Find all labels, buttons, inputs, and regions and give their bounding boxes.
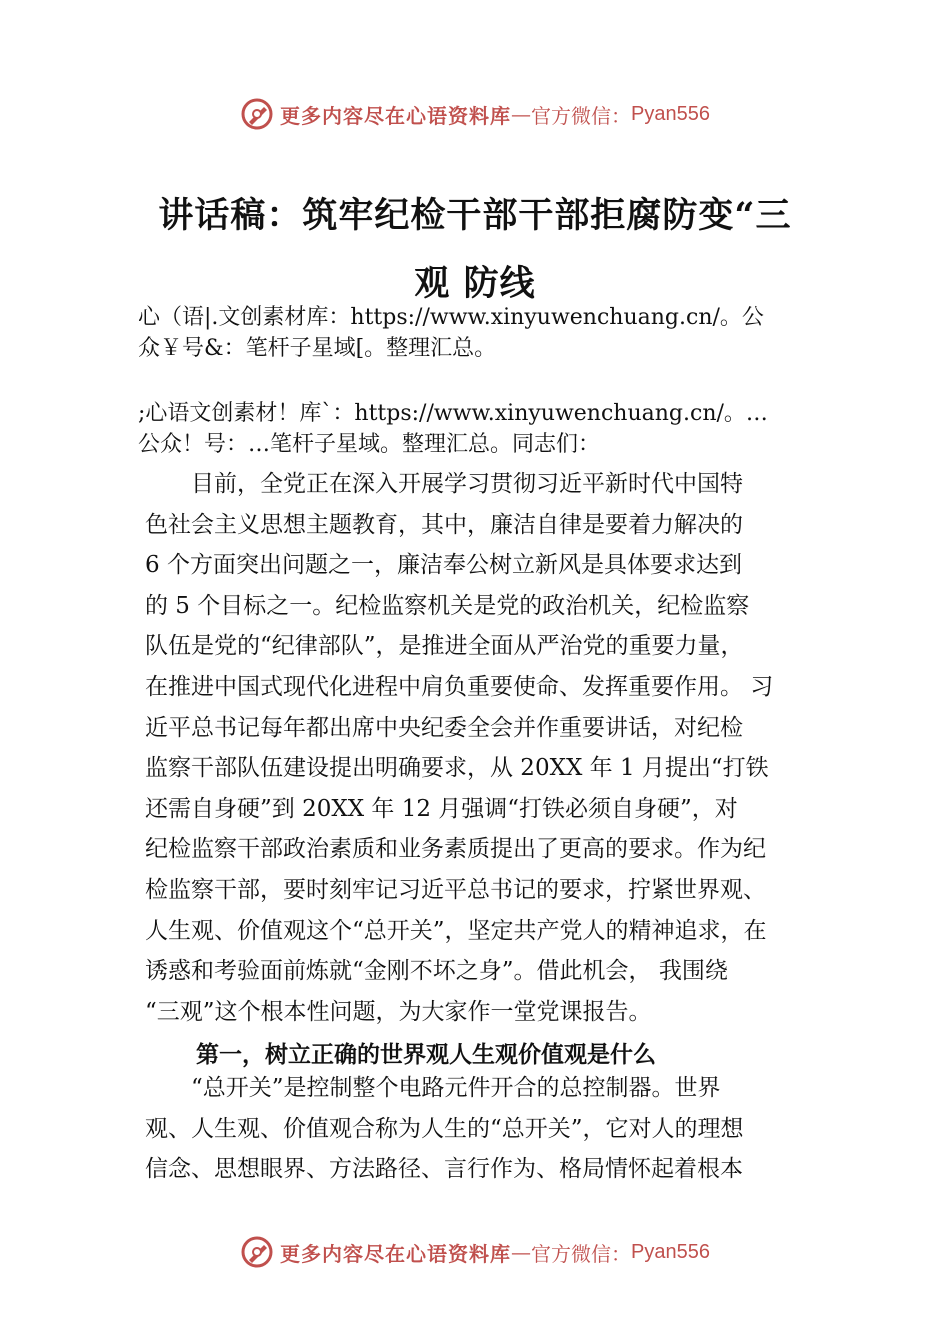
source-note-1-line2: 众￥号&：笔杆子星域[。整理汇总。 xyxy=(138,336,497,361)
paragraph-line: “总开关”是控制整个电路元件开合的总控制器。世界 xyxy=(145,1075,721,1101)
paragraph-line: 目前，全党正在深入开展学习贯彻习近平新时代中国特 xyxy=(145,471,743,497)
pen-logo-icon xyxy=(240,1235,274,1269)
document-title-line1: 讲话稿：筑牢纪检干部干部拒腐防变“三 xyxy=(158,195,792,236)
banner-wechat-label: 官方微信： xyxy=(531,1241,632,1266)
paragraph-line: 信念、思想眼界、方法路径、言行作为、格局情怀起着根本 xyxy=(145,1156,743,1183)
source-note-2 xyxy=(138,398,838,460)
source-note-2-line2: 公众！号：…笔杆子星域。整理汇总。同志们： xyxy=(138,432,601,457)
paragraph-line: 6 个方面突出问题之一，廉洁奉公树立新风是具体要求达到 xyxy=(145,552,742,579)
source-note-2-line1: ;心语文创素材！库`：https://www.xinyuwenchuang.cn/。… xyxy=(138,401,768,426)
pen-logo-icon xyxy=(240,97,274,131)
banner-dash: — xyxy=(511,1240,532,1264)
source-note-1-line1: 心（语|.文创素材库：https://www.xinyuwenchuang.cn/。公 xyxy=(138,305,764,330)
paragraph-line: “三观”这个根本性问题，为大家作一堂党课报告。 xyxy=(145,998,652,1025)
paragraph-line: 的 5 个目标之一。纪检监察机关是党的政治机关，纪检监察 xyxy=(145,592,750,619)
paragraph-2 xyxy=(145,1068,825,1190)
paragraph-line: 色社会主义思想主题教育，其中，廉洁自律是要着力解决的 xyxy=(145,511,743,538)
footer-banner xyxy=(0,1232,950,1272)
document-title-line2: 观 防线 xyxy=(414,263,536,304)
banner-wechat-id: Pyan556 xyxy=(631,1240,710,1263)
paragraph-line: 观、人生观、价值观合称为人生的“总开关”，它对人的理想 xyxy=(145,1115,744,1142)
header-banner xyxy=(0,94,950,134)
banner-brand: 更多内容尽在心语资料库 xyxy=(280,103,512,128)
source-note-1 xyxy=(138,302,838,364)
paragraph-line: 队伍是党的“纪律部队”，是推进全面从严治党的重要力量， xyxy=(145,633,744,660)
banner-brand: 更多内容尽在心语资料库 xyxy=(280,1241,512,1266)
paragraph-line: 近平总书记每年都出席中央纪委全会并作重要讲话，对纪检 xyxy=(145,714,743,741)
banner-wechat-id: Pyan556 xyxy=(631,102,710,125)
paragraph-line: 监察干部队伍建设提出明确要求，从 20XX 年 1 月提出“打铁 xyxy=(145,755,769,782)
paragraph-line: 人生观、价值观这个“总开关”，坚定共产党人的精神追求，在 xyxy=(145,917,767,944)
banner-dash: — xyxy=(511,102,532,126)
paragraph-line: 在推进中国式现代化进程中肩负重要使命、发挥重要作用。 习 xyxy=(145,673,774,700)
paragraph-line: 诱惑和考验面前炼就“金刚不坏之身”。借此机会， 我围绕 xyxy=(145,958,728,985)
paragraph-line: 检监察干部，要时刻牢记习近平总书记的要求，拧紧世界观、 xyxy=(145,876,766,903)
banner-wechat-label: 官方微信： xyxy=(531,103,632,128)
paragraph-line: 纪检监察干部政治素质和业务素质提出了更高的要求。作为纪 xyxy=(145,836,766,863)
section-heading-1: 第一，树立正确的世界观人生观价值观是什么 xyxy=(196,1042,656,1068)
paragraph-1 xyxy=(145,464,825,1032)
paragraph-line: 还需自身硬”到 20XX 年 12 月强调“打铁必须自身硬”，对 xyxy=(145,795,738,822)
